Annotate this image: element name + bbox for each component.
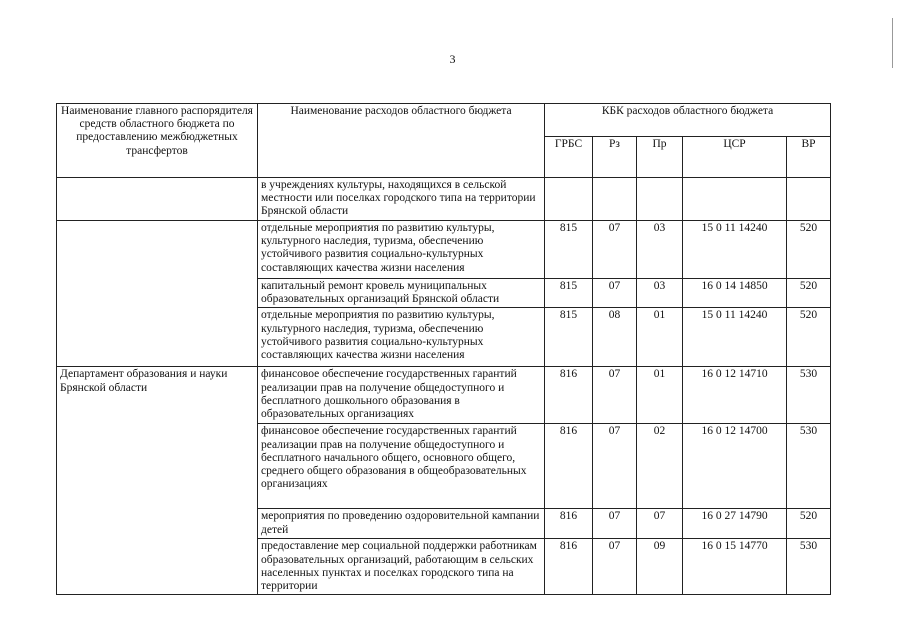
pr-cell: 01 xyxy=(637,308,683,367)
rz-cell: 07 xyxy=(593,424,637,509)
csr-cell: 16 0 14 14850 xyxy=(683,279,787,308)
grbs-cell: 815 xyxy=(545,221,593,279)
rz-cell: 07 xyxy=(593,367,637,424)
header-csr: ЦСР xyxy=(683,137,787,178)
vr-cell xyxy=(787,178,831,221)
header-pr: Пр xyxy=(637,137,683,178)
header-distributor: Наименование главного распорядителя средств областного бюджета по предоставлению межбюджетных трансфертов xyxy=(57,104,258,178)
grbs-cell: 816 xyxy=(545,509,593,539)
vr-cell: 520 xyxy=(787,509,831,539)
page-number: 3 xyxy=(449,52,456,66)
rz-cell: 07 xyxy=(593,509,637,539)
expense-cell: предоставление мер социальной поддержки работникам образовательных организаций, работающим в сельских населенных пунктах и поселках городского типа на территории xyxy=(258,539,545,595)
grbs-cell: 815 xyxy=(545,308,593,367)
expense-cell: в учреждениях культуры, находящихся в сельской местности или поселках городского типа на территории Брянской области xyxy=(258,178,545,221)
expense-cell: мероприятия по проведению оздоровительной кампании детей xyxy=(258,509,545,539)
table-header xyxy=(57,104,831,178)
pr-cell xyxy=(637,178,683,221)
grbs-cell: 815 xyxy=(545,279,593,308)
pr-cell: 03 xyxy=(637,279,683,308)
rz-cell: 07 xyxy=(593,539,637,595)
vr-cell: 530 xyxy=(787,367,831,424)
csr-cell xyxy=(683,178,787,221)
csr-cell: 15 0 11 14240 xyxy=(683,308,787,367)
csr-cell: 16 0 27 14790 xyxy=(683,509,787,539)
header-vr: ВР xyxy=(787,137,831,178)
distributor-cell xyxy=(57,221,258,367)
rz-cell xyxy=(593,178,637,221)
header-grbs: ГРБС xyxy=(545,137,593,178)
distributor-cell xyxy=(57,178,258,221)
expense-cell: отдельные мероприятия по развитию культуры, культурного наследия, туризма, обеспечению устойчивого развития социально-культурных составляющих качества жизни населения xyxy=(258,308,545,367)
rz-cell: 08 xyxy=(593,308,637,367)
header-rz: Рз xyxy=(593,137,637,178)
pr-cell: 03 xyxy=(637,221,683,279)
grbs-cell: 816 xyxy=(545,539,593,595)
vr-cell: 530 xyxy=(787,539,831,595)
pr-cell: 01 xyxy=(637,367,683,424)
expense-cell: отдельные мероприятия по развитию культуры, культурного наследия, туризма, обеспечению устойчивого развития социально-культурных составляющих качества жизни населения xyxy=(258,221,545,279)
csr-cell: 15 0 11 14240 xyxy=(683,221,787,279)
vr-cell: 520 xyxy=(787,279,831,308)
pr-cell: 07 xyxy=(637,509,683,539)
rz-cell: 07 xyxy=(593,279,637,308)
vr-cell: 520 xyxy=(787,221,831,279)
header-expense: Наименование расходов областного бюджета xyxy=(258,104,545,178)
csr-cell: 16 0 12 14710 xyxy=(683,367,787,424)
csr-cell: 16 0 12 14700 xyxy=(683,424,787,509)
table-row xyxy=(57,221,831,279)
table-row xyxy=(57,367,831,424)
pr-cell: 02 xyxy=(637,424,683,509)
budget-table xyxy=(56,103,831,595)
expense-cell: финансовое обеспечение государственных гарантий реализации прав на получение общедоступного и бесплатного дошкольного образования в образовательных организациях xyxy=(258,367,545,424)
header-kbk: КБК расходов областного бюджета xyxy=(545,104,831,137)
vr-cell: 530 xyxy=(787,424,831,509)
grbs-cell xyxy=(545,178,593,221)
scan-edge-mark xyxy=(892,18,893,68)
table-row xyxy=(57,178,831,221)
vr-cell: 520 xyxy=(787,308,831,367)
pr-cell: 09 xyxy=(637,539,683,595)
expense-cell: финансовое обеспечение государственных гарантий реализации прав на получение общедоступного и бесплатного начального общего, основного общего, среднего общего образования в общеобразовательных организациях xyxy=(258,424,545,509)
grbs-cell: 816 xyxy=(545,367,593,424)
expense-cell: капитальный ремонт кровель муниципальных образовательных организаций Брянской области xyxy=(258,279,545,308)
distributor-cell: Департамент образования и науки Брянской области xyxy=(57,367,258,595)
csr-cell: 16 0 15 14770 xyxy=(683,539,787,595)
grbs-cell: 816 xyxy=(545,424,593,509)
rz-cell: 07 xyxy=(593,221,637,279)
